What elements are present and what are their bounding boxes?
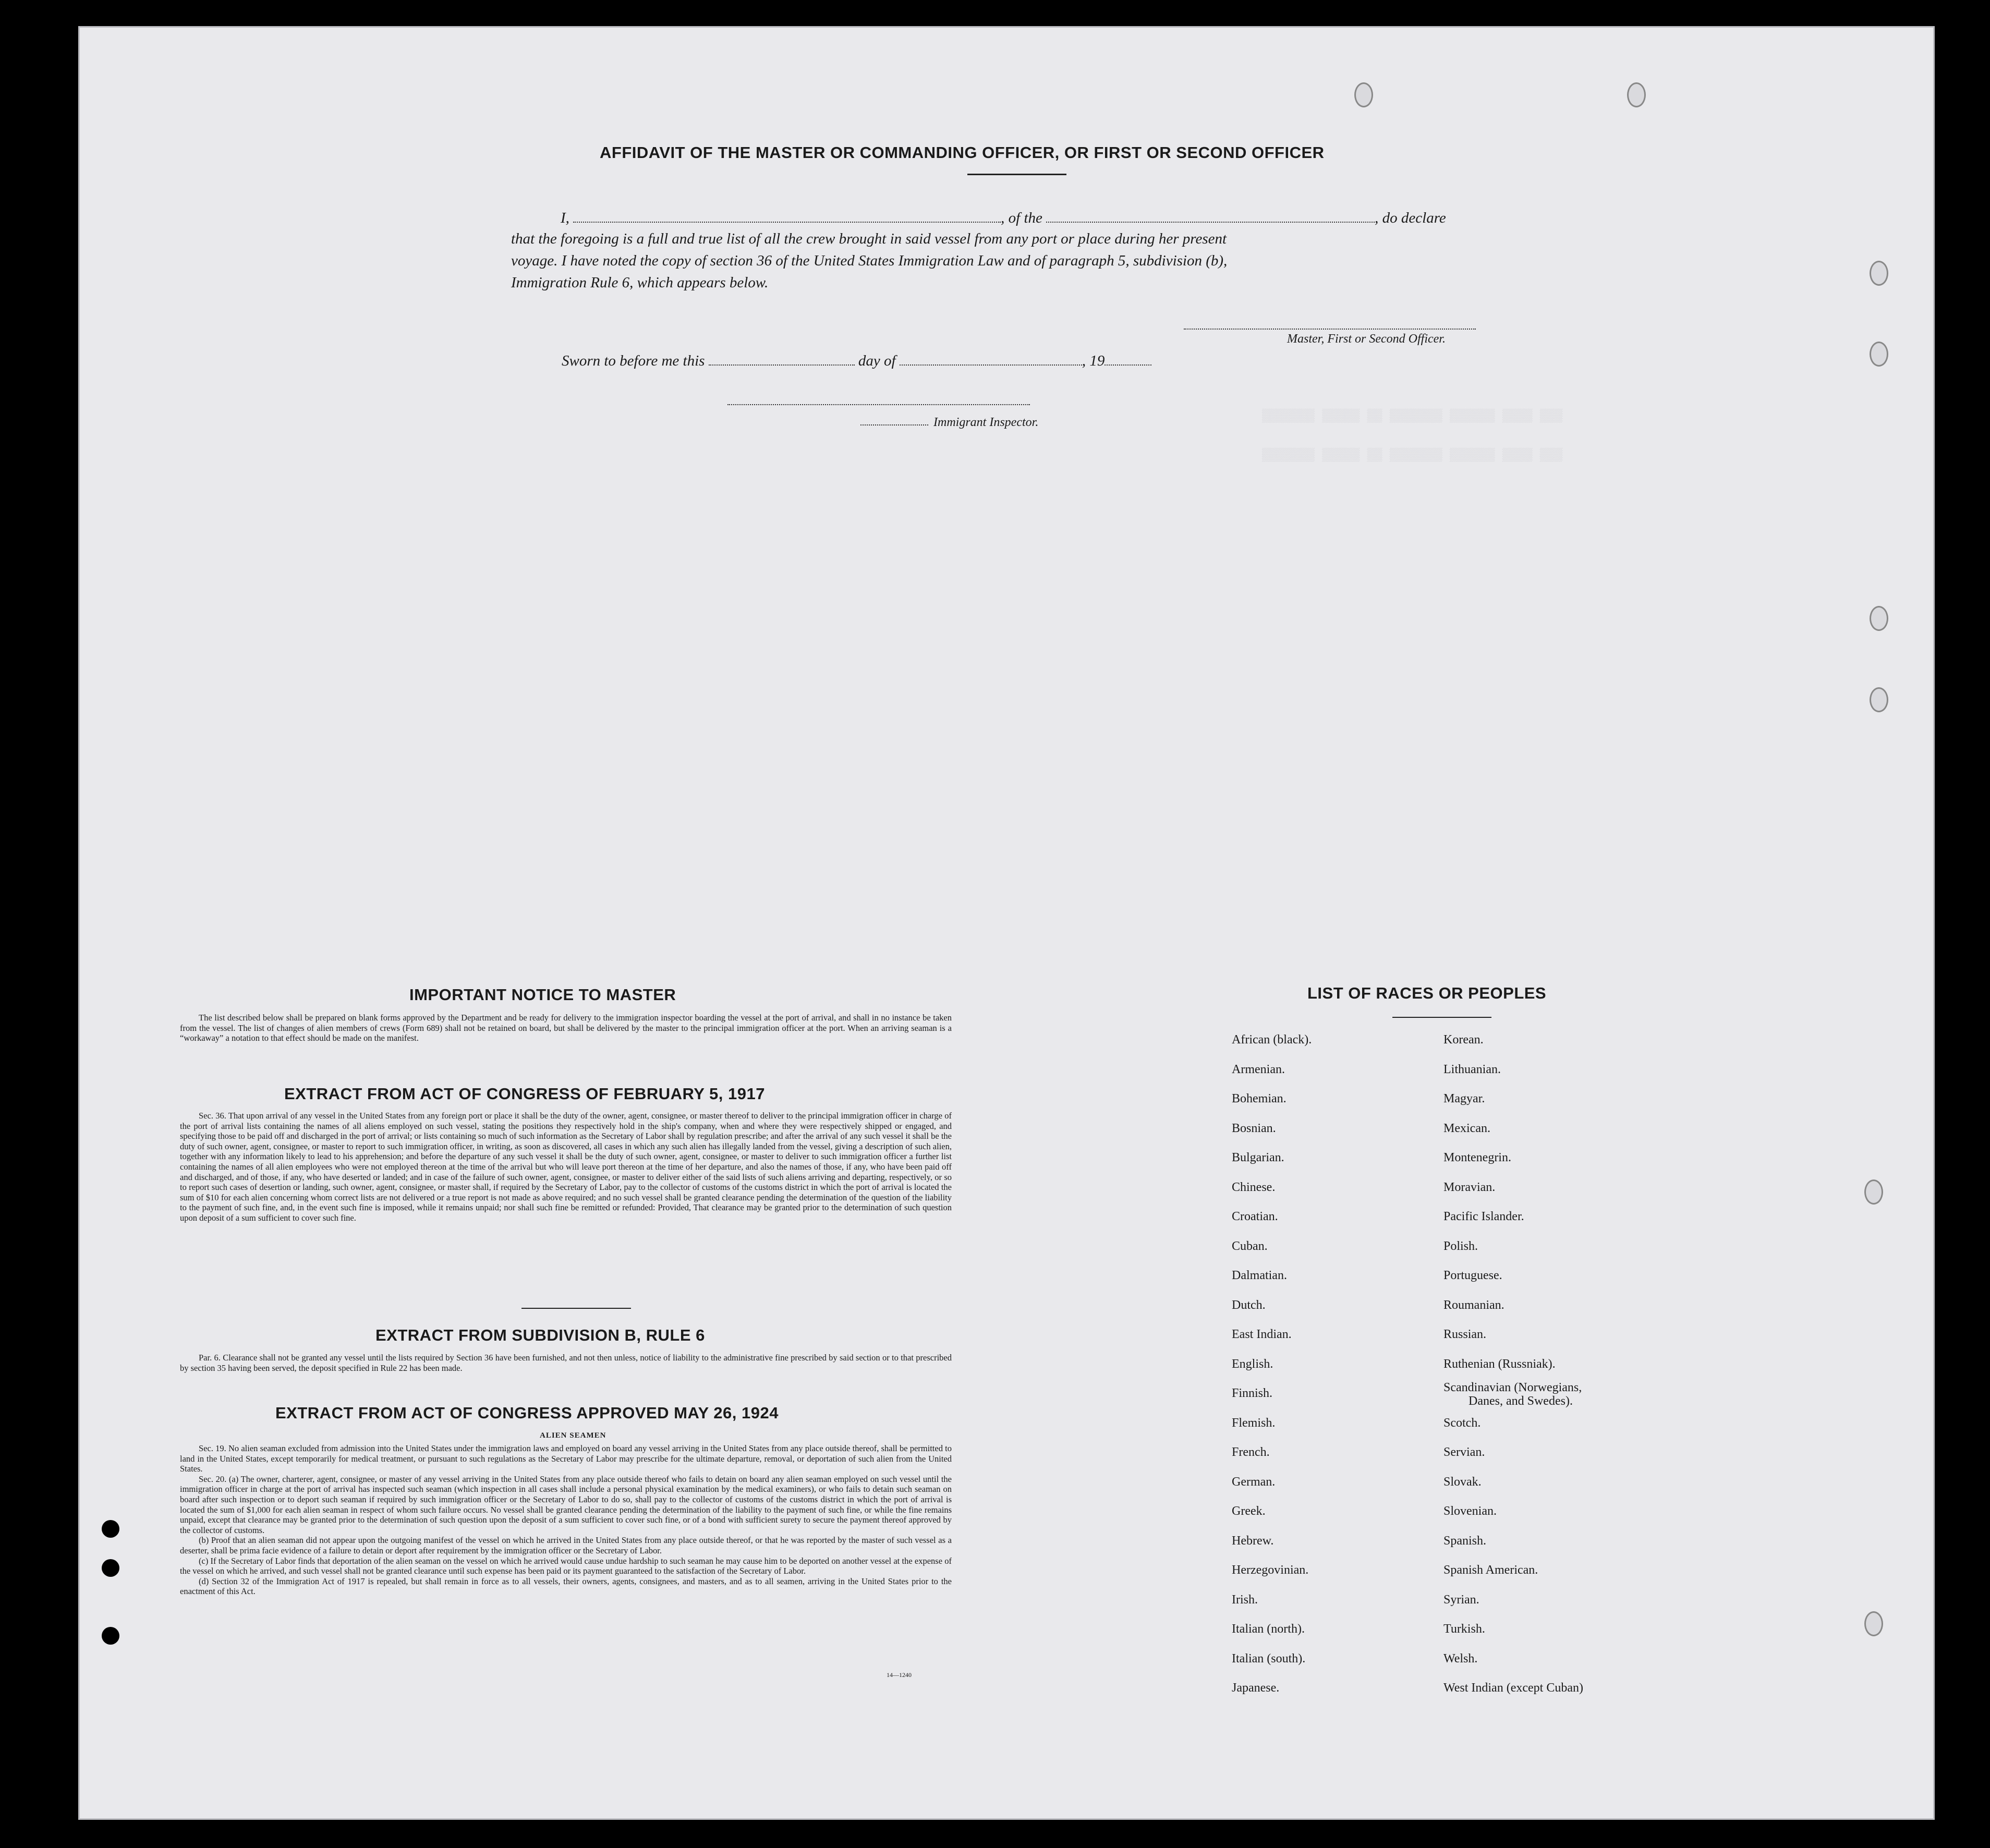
year-field[interactable]: [1105, 364, 1151, 366]
year-label: , 19: [1082, 352, 1105, 369]
notice-text-block: [180, 1013, 952, 1043]
race-item: Bohemian.: [1232, 1092, 1287, 1105]
notice-title: IMPORTANT NOTICE TO MASTER: [409, 986, 676, 1004]
race-item: Slovak.: [1443, 1475, 1482, 1489]
bleed-through: ▒▒▒▒▒▒▒ ▒▒▒▒▒ ▒▒ ▒▒▒▒▒▒▒ ▒▒▒▒▒▒ ▒▒▒▒ ▒▒▒: [1262, 409, 1563, 423]
race-item: [1443, 1379, 1583, 1408]
punch-hole: [1870, 342, 1888, 367]
day-of-label: day of: [858, 352, 896, 369]
race-item: Italian (north).: [1232, 1622, 1305, 1636]
subdivision-block: [180, 1353, 952, 1373]
race-item: Russian.: [1443, 1328, 1487, 1341]
do-declare-label: , do declare: [1375, 210, 1446, 226]
race-item: Korean.: [1443, 1033, 1484, 1047]
race-item: Hebrew.: [1232, 1534, 1274, 1548]
race-item: Dutch.: [1232, 1298, 1266, 1312]
race-item: Spanish.: [1443, 1534, 1487, 1548]
race-item: Syrian.: [1443, 1592, 1479, 1607]
inspector-signature-line[interactable]: [727, 404, 1030, 405]
affidavit-title: AFFIDAVIT OF THE MASTER OR COMMANDING OFFICER, OR FIRST OR SECOND OFFICER: [600, 143, 1325, 162]
sec-20b-text: (b) Proof that an alien seaman did not appear upon the outgoing manifest of the vessel on which he arrived in the United States from any place outside thereof, or that he was reported by the master of such vessel as a deserter, shall be prima facie evidence of a failure to detain or deport after requirement by the immigration officer or the Secretary of Labor.: [180, 1535, 952, 1555]
race-item: Bulgarian.: [1232, 1151, 1284, 1164]
race-item: Herzegovinian.: [1232, 1563, 1309, 1577]
races-column-1: [1232, 1025, 1312, 1703]
race-item: African (black).: [1232, 1033, 1312, 1047]
vessel-field[interactable]: [1046, 222, 1375, 223]
race-item: Chinese.: [1232, 1180, 1276, 1194]
race-item: West Indian (except Cuban): [1443, 1681, 1583, 1695]
race-item: Flemish.: [1232, 1416, 1276, 1430]
month-field[interactable]: [900, 364, 1082, 366]
notice-text: The list described below shall be prepared on blank forms approved by the Department and be ready for delivery to the immigration inspector boarding the vessel at the port of arrival, and shall in no instance be taken from the vessel. The list of changes of alien members of crews (Form 689) shall not be retained on board, but shall be delivered by the master to the principal immigration officer at the port. When an arriving seaman is a “workaway” a notation to that effect should be made on the manifest.: [180, 1013, 952, 1043]
race-item: Japanese.: [1232, 1681, 1280, 1695]
race-item: Italian (south).: [1232, 1651, 1306, 1665]
race-item: Bosnian.: [1232, 1121, 1276, 1135]
race-item: Portuguese.: [1443, 1269, 1502, 1282]
race-item-line: Scandinavian (Norwegians,: [1443, 1381, 1582, 1394]
race-item: Montenegrin.: [1443, 1151, 1511, 1164]
of-the-label: , of the: [1001, 210, 1042, 226]
race-item: German.: [1232, 1475, 1276, 1489]
punch-hole-dark: [102, 1520, 119, 1538]
race-item: Mexican.: [1443, 1121, 1490, 1135]
sec-20d-text: (d) Section 32 of the Immigration Act of 1917 is repealed, but shall remain in force as to all vessels, their owners, agents, consignees, and masters, and as to all seamen, arriving in the United States prior to the enactment of this Act.: [180, 1576, 952, 1597]
race-item: Irish.: [1232, 1592, 1258, 1607]
sworn-label: Sworn to before me this: [562, 352, 705, 369]
race-item: Ruthenian (Russniak).: [1443, 1357, 1556, 1371]
races-title: LIST OF RACES OR PEOPLES: [1307, 984, 1547, 1002]
inspector-label: Immigrant Inspector.: [933, 416, 1039, 429]
race-item: Spanish American.: [1443, 1563, 1538, 1577]
race-item: English.: [1232, 1357, 1273, 1371]
punch-hole: [1864, 1611, 1883, 1636]
master-label: Master, First or Second Officer.: [1287, 332, 1446, 346]
races-column-2: [1443, 1025, 1583, 1703]
punch-hole: [1870, 606, 1888, 631]
sec-20a-text: Sec. 20. (a) The owner, charterer, agent, consignee, or master of any vessel arriving in the United States from any place outside thereof who fails to detain on board any alien seaman employed on such vessel until the immigration officer in charge at the port of arrival has inspected such seaman (which inspection in all cases shall include a personal physical examination by the medical examiners), or who fails to detain such seaman on board after such inspection or to deport such seaman if required by such immigration officer or the Secretary of Labor to do so, shall pay to the collector of customs of the customs district in which the port of arrival is located the sum of $1,000 for each alien seaman in respect of whom such failure occurs. No vessel shall be granted clearance pending the determination of the liability to the payment of such fine, or while the fine remains unpaid, except that clearance may be granted prior to the determination of such question upon the deposit of a sum sufficient to cover such fine, or of a bond with sufficient surety to secure the payment thereof approved by the collector of customs.: [180, 1474, 952, 1535]
race-item: Cuban.: [1232, 1239, 1268, 1253]
master-signature-line[interactable]: [1184, 329, 1476, 330]
race-item: Scotch.: [1443, 1416, 1481, 1430]
punch-hole: [1870, 687, 1888, 712]
race-item: Roumanian.: [1443, 1298, 1504, 1312]
race-item: Dalmatian.: [1232, 1269, 1287, 1282]
subdivision-title: EXTRACT FROM SUBDIVISION B, RULE 6: [375, 1326, 705, 1344]
bleed-through: ▒▒▒▒▒▒▒ ▒▒▒▒▒ ▒▒ ▒▒▒▒▒▒▒ ▒▒▒▒▒▒ ▒▒▒▒ ▒▒▒: [1262, 448, 1563, 463]
race-item: Finnish.: [1232, 1387, 1273, 1400]
day-field[interactable]: [709, 364, 855, 366]
inspector-dots: [860, 424, 928, 425]
race-item: French.: [1232, 1445, 1270, 1459]
divider: [1392, 1017, 1491, 1018]
punch-hole: [1354, 82, 1373, 107]
i-label: I,: [561, 210, 569, 226]
divider: [521, 1308, 631, 1309]
extract-1924-block: [180, 1443, 952, 1597]
punch-hole-dark: [102, 1627, 119, 1645]
race-item: Moravian.: [1443, 1180, 1496, 1194]
punch-hole: [1864, 1180, 1883, 1205]
sec-20c-text: (c) If the Secretary of Labor finds that deportation of the alien seaman on the vessel on which he arrived would cause undue hardship to such seaman he may cause him to be deported on another vessel at the expense of the vessel on which he arrived, and such vessel shall not be granted clearance until such expense has been paid or its payment guaranteed to the satisfaction of the Secretary of Labor.: [180, 1555, 952, 1576]
affidavit-line-2: that the foregoing is a full and true list of all the crew brought in said vessel from any port or place during her present: [511, 230, 1227, 247]
race-item: Pacific Islander.: [1443, 1210, 1524, 1223]
divider: [967, 174, 1066, 175]
race-item: Armenian.: [1232, 1062, 1285, 1076]
punch-hole-dark: [102, 1559, 119, 1577]
race-item: Servian.: [1443, 1445, 1485, 1459]
alien-seamen-subtitle: ALIEN SEAMEN: [540, 1431, 606, 1440]
form-number: 14—1240: [887, 1671, 912, 1679]
race-item-line: Danes, and Swedes).: [1469, 1394, 1573, 1408]
extract-1917-block: [180, 1111, 952, 1223]
affidavit-line-4: Immigration Rule 6, which appears below.: [511, 274, 769, 291]
race-item: Slovenian.: [1443, 1504, 1497, 1518]
race-item: Turkish.: [1443, 1622, 1485, 1636]
race-item: Welsh.: [1443, 1651, 1478, 1665]
punch-hole: [1627, 82, 1646, 107]
affidavit-line-1: [561, 208, 1446, 229]
name-field[interactable]: [573, 222, 1001, 223]
race-item: Magyar.: [1443, 1092, 1485, 1105]
sworn-line: [562, 350, 1151, 372]
race-item: Lithuanian.: [1443, 1062, 1501, 1076]
par-6-text: Par. 6. Clearance shall not be granted any vessel until the lists required by Section 36 have been furnished, and not then unless, notice of liability to the administrative fine prescribed by said section or to that prescribed by section 35 having been served, the deposit specified in Rule 22 has been made.: [180, 1353, 952, 1373]
race-item: East Indian.: [1232, 1328, 1292, 1341]
race-item: Greek.: [1232, 1504, 1266, 1518]
race-item: Croatian.: [1232, 1210, 1278, 1223]
race-item: Polish.: [1443, 1239, 1478, 1253]
punch-hole: [1870, 261, 1888, 286]
extract-1924-title: EXTRACT FROM ACT OF CONGRESS APPROVED MAY 26, 1924: [275, 1404, 779, 1422]
affidavit-line-3: voyage. I have noted the copy of section 36 of the United States Immigration Law and of paragraph 5, subdivision (b),: [511, 252, 1228, 269]
extract-1917-title: EXTRACT FROM ACT OF CONGRESS OF FEBRUARY 5, 1917: [284, 1085, 765, 1103]
sec-36-text: Sec. 36. That upon arrival of any vessel in the United States from any foreign port or place it shall be the duty of the owner, agent, consignee, or master thereof to deliver to the principal immigration officer in charge of the port of arrival lists containing the names of all aliens employed on such vessel, stating the positions they respectively hold in the ship's company, when and where they were respectively shipped or engaged, and specifying those to be paid off and discharged in the port of arrival; or lists containing so much of such information as the Secretary of Labor shall by regulation prescribe; and after the arrival of any such vessel it shall be the duty of such owner, agent, consignee, or master to report to such immigration officer, in writing, as soon as discovered, all cases in which any such alien has illegally landed from the vessel, giving a description of such alien, together with any information likely to lead to his apprehension; and before the departure of any such vessel it shall be the duty of such owner, agent, consignee, or master to deliver to such immigration officer a further list containing the names of all alien employees who were not employed thereon at the time of the arrival but who will leave port thereon at the time of her departure, and also the names of those, if any, who have been paid off and discharged, and of those, if any, who have deserted or landed; and in case of the failure of such owner, agent, consignee, or master to deliver either of the said lists of such aliens arriving and departing, respectively, or so to report such cases of desertion or landing, such owner, agent, consignee, or master shall, if required by the Secretary of Labor, pay to the collector of customs of the customs district in which the port of arrival is located the sum of $10 for each alien concerning whom correct lists are not delivered or a true report is not made as above required; and no such vessel shall be granted clearance pending the determination of the question of the liability to the payment of such fine, and, in the event such fine is imposed, while it remains unpaid; nor shall such fine be remitted or refunded: Provided, That clearance may be granted prior to the determination of such question upon deposit of a sum sufficient to cover such fine.: [180, 1111, 952, 1223]
sec-19-text: Sec. 19. No alien seaman excluded from admission into the United States under the immigration laws and employed on board any vessel arriving in the United States from any place outside thereof, shall be permitted to land in the United States, except temporarily for medical treatment, or pursuant to such regulations as the Secretary of Labor may prescribe for the ultimate departure, removal, or deportation of such alien from the United States.: [180, 1443, 952, 1474]
